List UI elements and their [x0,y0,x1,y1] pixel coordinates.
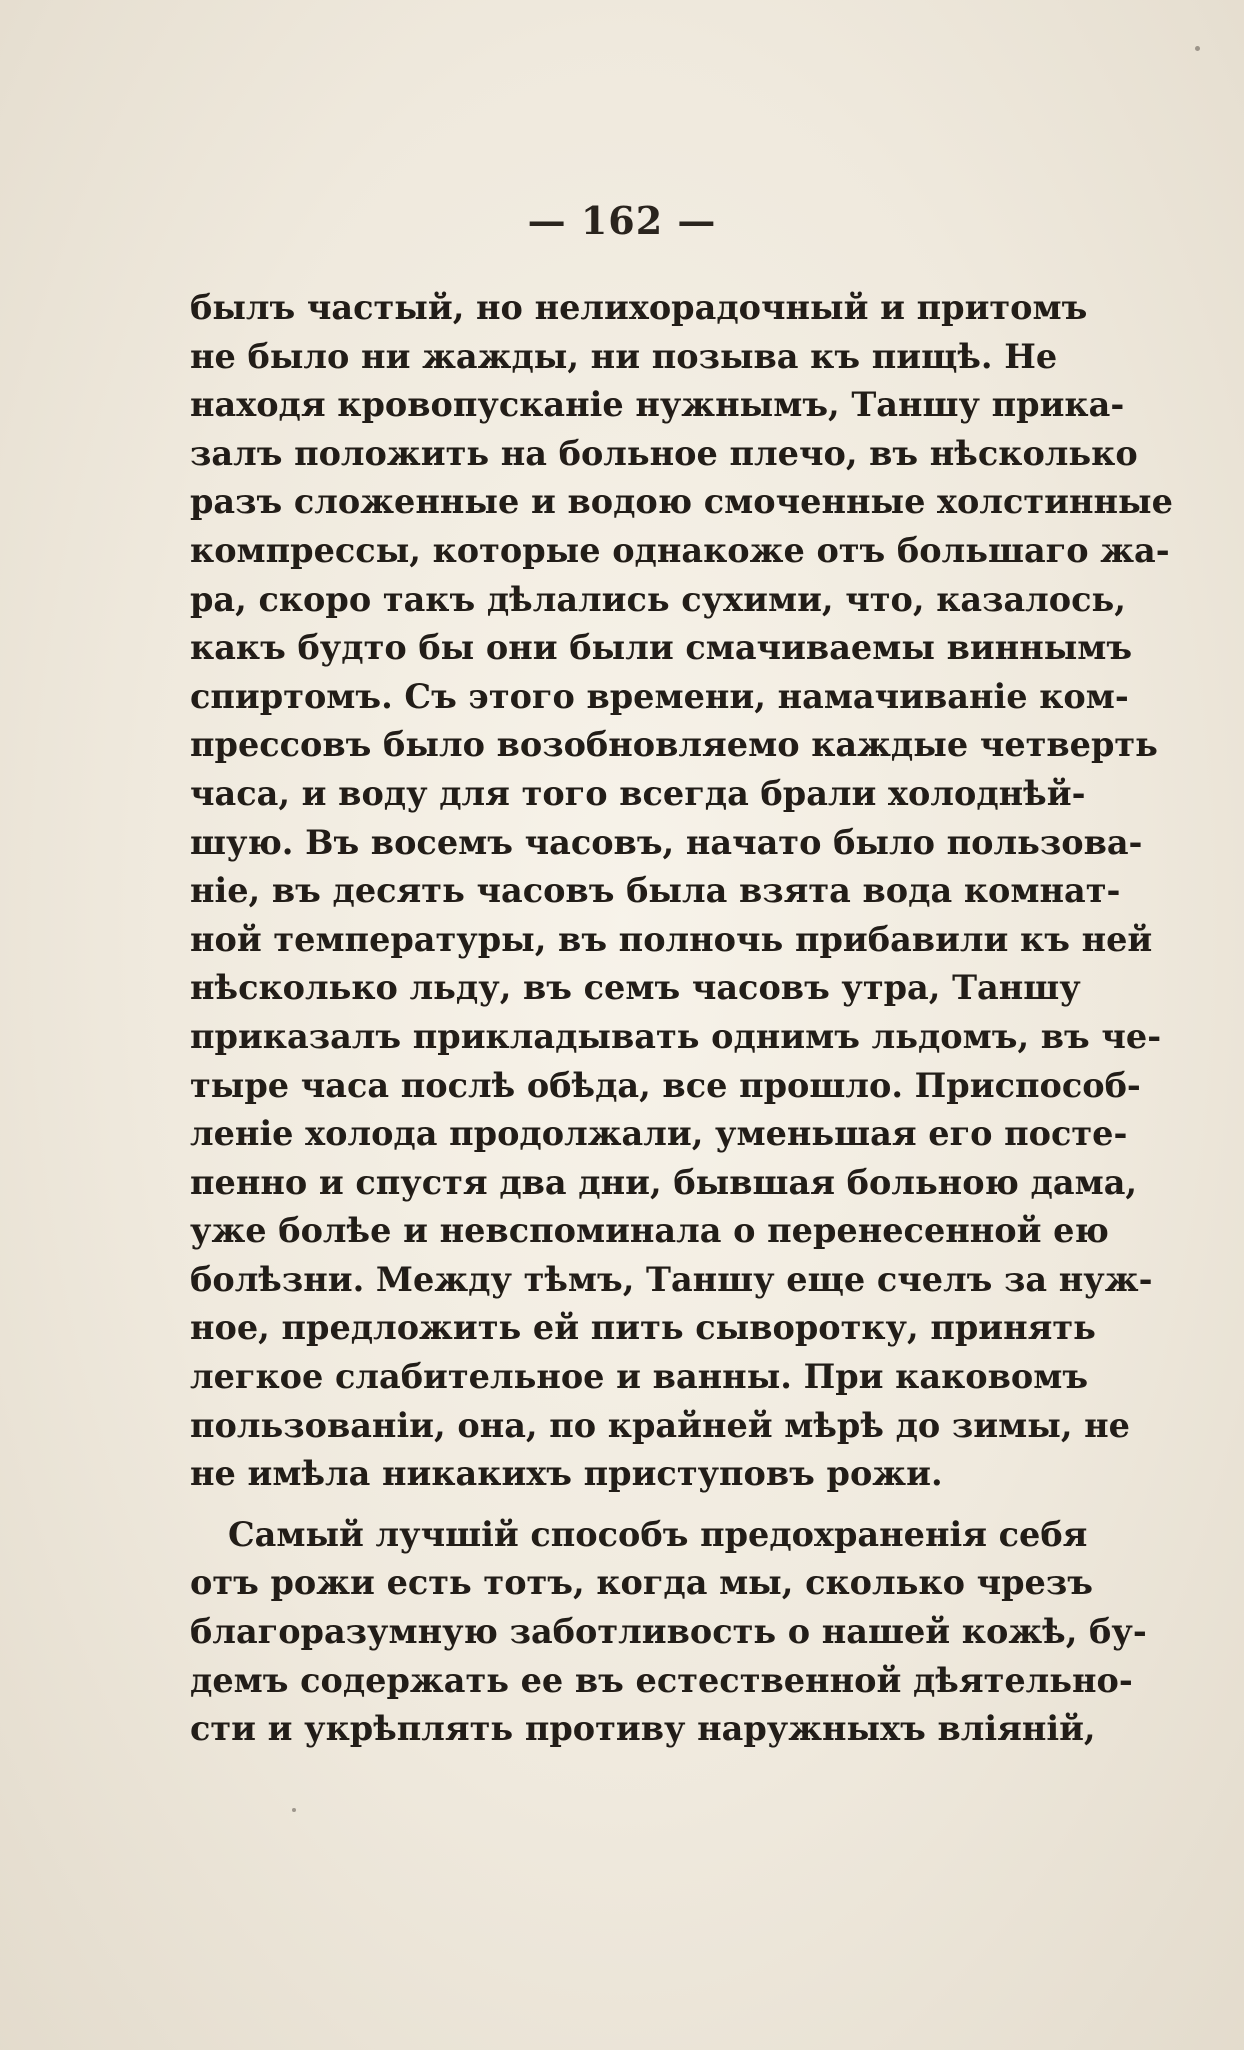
text-line: леніе холода продолжали, уменьшая его посте- [190,1114,1128,1154]
body-text [190,284,1173,1754]
text-line: находя кровопусканіе нужнымъ, Таншу прика- [190,385,1125,425]
text-line: нѣсколько льду, въ семъ часовъ утра, Таншу [190,968,1081,1008]
paragraph [190,284,1173,1499]
text-line: демъ содержать ее въ естественной дѣятельно- [190,1660,1133,1700]
text-line: благоразумную заботливость о нашей кожѣ, бу- [190,1612,1147,1652]
text-line: не имѣла никакихъ приступовъ рожи. [190,1454,943,1494]
text-line: тыре часа послѣ обѣда, все прошло. Приспособ- [190,1065,1141,1105]
text-line: сти и укрѣплять противу наружныхъ вліяній, [190,1709,1096,1749]
text-line: ра, скоро такъ дѣлались сухими, что, казалось, [190,579,1126,619]
text-line: разъ сложенные и водою смоченные холстинные [190,482,1173,522]
text-line: не было ни жажды, ни позыва къ пищѣ. Не [190,336,1058,376]
paper-speck [1195,46,1200,51]
text-line: какъ будто бы они были смачиваемы виннымъ [190,628,1133,668]
text-line: прессовъ было возобновляемо каждые четверть [190,725,1158,765]
text-line: ніе, въ десять часовъ была взята вода комнат- [190,871,1121,911]
text-line: приказалъ прикладывать однимъ льдомъ, въ че- [190,1016,1162,1056]
text-line: болѣзни. Между тѣмъ, Таншу еще счелъ за нуж- [190,1259,1153,1299]
text-line: залъ положить на больное плечо, въ нѣсколько [190,433,1138,473]
text-line: компрессы, которые однакоже отъ большаго жа- [190,530,1170,570]
text-line: легкое слабительное и ванны. При каковомъ [190,1357,1089,1397]
text-line: Самый лучшій способъ предохраненія себя [228,1514,1088,1554]
paragraph [190,1511,1147,1754]
text-line: шую. Въ восемъ часовъ, начато было пользова- [190,822,1143,862]
text-line: отъ рожи есть тотъ, когда мы, сколько чрезъ [190,1563,1093,1603]
text-line: ной температуры, въ полночь прибавили къ ней [190,919,1153,959]
text-line: былъ частый, но нелихорадочный и притомъ [190,288,1088,327]
text-line: спиртомъ. Съ этого времени, намачиваніе ком- [190,676,1129,716]
text-line: пенно и спустя два дни, бывшая больною дама, [190,1162,1138,1202]
paper-speck [292,1808,296,1812]
text-line: часа, и воду для того всегда брали холоднѣй- [190,773,1086,813]
text-line: пользованіи, она, по крайней мѣрѣ до зимы, не [190,1405,1130,1445]
paragraph-gap [190,1499,1052,1511]
text-line: ное, предложить ей пить сыворотку, принять [190,1308,1096,1348]
page-number: — 162 — [527,198,717,243]
text-line: уже болѣе и невспоминала о перенесенной ею [190,1211,1109,1251]
